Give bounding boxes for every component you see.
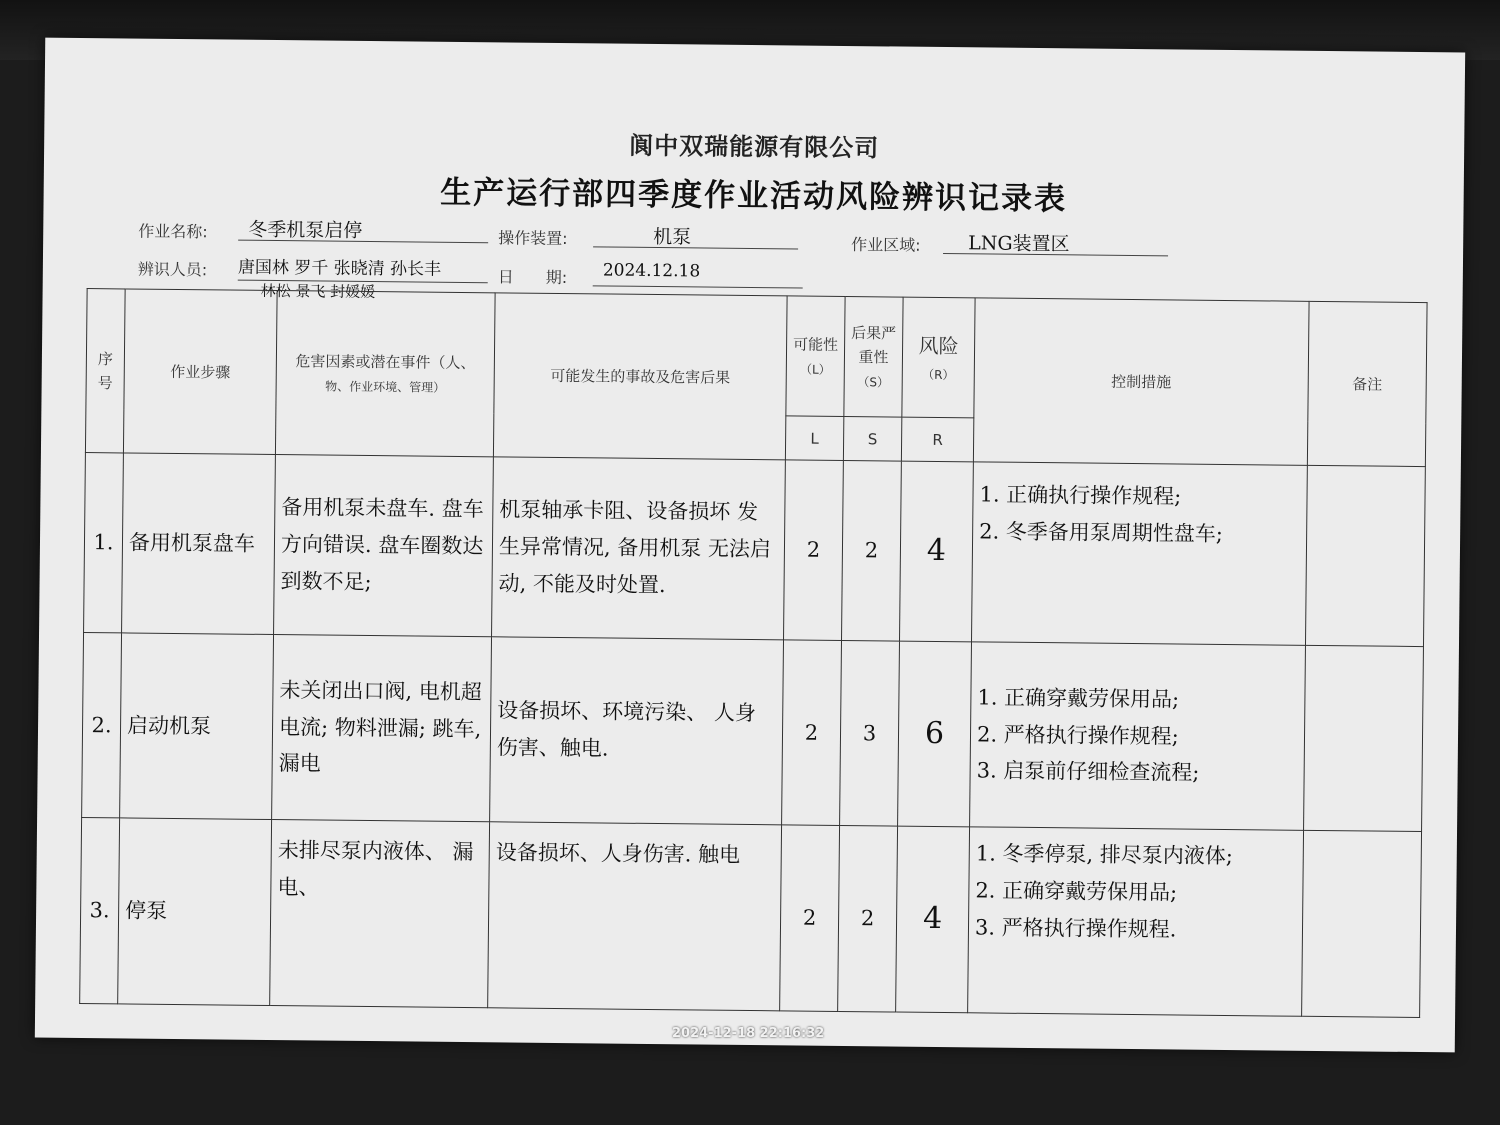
header-likelihood-text: 可能性 [793, 334, 839, 354]
row-consequence: 设备损坏、环境污染、 人身伤害、触电. [490, 637, 784, 825]
risk-table [79, 288, 1427, 1018]
job-name-value: 冬季机泵启停 [248, 218, 363, 242]
row-risk: 6 [898, 641, 972, 827]
header-severity-sub: （S） [857, 374, 890, 389]
control-item: 1. 正确执行操作规程; [979, 482, 1182, 509]
row-severity: 2 [842, 460, 902, 641]
row-remarks [1305, 465, 1425, 646]
header-seq: 序号 [85, 289, 125, 453]
header-l: L [785, 416, 843, 461]
header-likelihood-sub: （L） [799, 362, 831, 377]
row-hazard: 未排尽泵内液体、 漏电、 [270, 820, 490, 1008]
device-underline [593, 246, 798, 249]
header-likelihood [786, 296, 845, 417]
header-risk [902, 297, 975, 418]
row-seq: 1. [84, 453, 124, 633]
control-item: 2. 严格执行操作规程; [976, 722, 1179, 749]
header-hazard-sub: 物、作业环境、管理） [325, 379, 446, 395]
row-risk: 4 [900, 461, 974, 642]
company-name: 阆中双瑞能源有限公司 [629, 131, 880, 163]
document-title: 生产运行部四季度作业活动风险辨识记录表 [439, 174, 1068, 218]
table-row [80, 818, 1422, 1018]
device-label: 操作装置: [498, 228, 568, 249]
row-severity: 2 [838, 825, 898, 1012]
date-underline [593, 285, 803, 288]
row-remarks [1304, 645, 1424, 831]
row-seq: 2. [82, 633, 122, 818]
table-header-row [86, 289, 1427, 423]
row-likelihood: 2 [780, 825, 840, 1012]
header-severity-text: 后果严重性 [851, 323, 897, 366]
area-value: LNG装置区 [968, 232, 1070, 256]
header-severity [844, 296, 903, 417]
control-item: 1. 正确穿戴劳保用品; [977, 685, 1180, 712]
row-seq: 3. [80, 818, 120, 1004]
row-risk: 4 [896, 826, 970, 1013]
header-s: S [843, 416, 901, 461]
area-label: 作业区域: [851, 235, 921, 255]
row-step: 停泵 [118, 818, 272, 1006]
row-controls [968, 827, 1304, 1016]
date-label: 日 期: [497, 267, 568, 288]
row-consequence: 机泵轴承卡阻、设备损坏 发生异常情况, 备用机泵 无法启动, 不能及时处置. [492, 457, 786, 640]
header-r: R [901, 417, 973, 462]
row-step: 备用机泵盘车 [122, 453, 276, 635]
row-likelihood: 2 [782, 640, 842, 826]
row-step: 启动机泵 [120, 633, 274, 820]
job-name-label: 作业名称: [138, 221, 208, 242]
control-item: 3. 启泵前仔细检查流程; [976, 758, 1200, 786]
header-step: 作业步骤 [123, 289, 277, 455]
row-remarks [1302, 830, 1422, 1017]
control-item: 1. 冬季停泵, 排尽泵内液体; [975, 841, 1234, 869]
header-hazard [275, 291, 495, 457]
header-control: 控制措施 [973, 298, 1309, 465]
control-item: 2. 冬季备用泵周期性盘车; [979, 519, 1224, 546]
header-hazard-text: 危害因素或潜在事件（人、 [295, 351, 476, 372]
date-value: 2024.12.18 [602, 260, 701, 282]
header-remarks: 备注 [1307, 301, 1427, 466]
row-consequence: 设备损坏、人身伤害. 触电 [488, 822, 782, 1011]
row-severity: 3 [840, 640, 900, 826]
header-risk-sub: （R） [922, 367, 955, 382]
header-consequence: 可能发生的事故及危害后果 [493, 293, 787, 460]
row-controls [971, 462, 1307, 645]
row-likelihood: 2 [784, 460, 844, 641]
identifiers-label: 辨识人员: [137, 259, 208, 280]
row-hazard: 备用机泵未盘车. 盘车方向错误. 盘车圈数达到数不足; [274, 455, 494, 637]
row-hazard: 未关闭出口阀, 电机超电流; 物料泄漏; 跳车, 漏电 [272, 635, 492, 822]
control-item: 3. 严格执行操作规程. [974, 914, 1177, 941]
paper-sheet [35, 38, 1465, 1053]
header-risk-text: 风险 [918, 333, 959, 358]
table-row [82, 633, 1424, 832]
row-controls [970, 642, 1306, 830]
identifiers-value-2: 林松 景飞 封媛媛 [260, 281, 376, 302]
photo-timestamp: 2024-12-18 22:16:32 [672, 1026, 825, 1041]
device-value: 机泵 [653, 225, 692, 249]
table-row [84, 453, 1426, 647]
control-item: 2. 正确穿戴劳保用品; [975, 878, 1178, 905]
identifiers-value: 唐国林 罗千 张晓清 孙长丰 [237, 257, 442, 280]
